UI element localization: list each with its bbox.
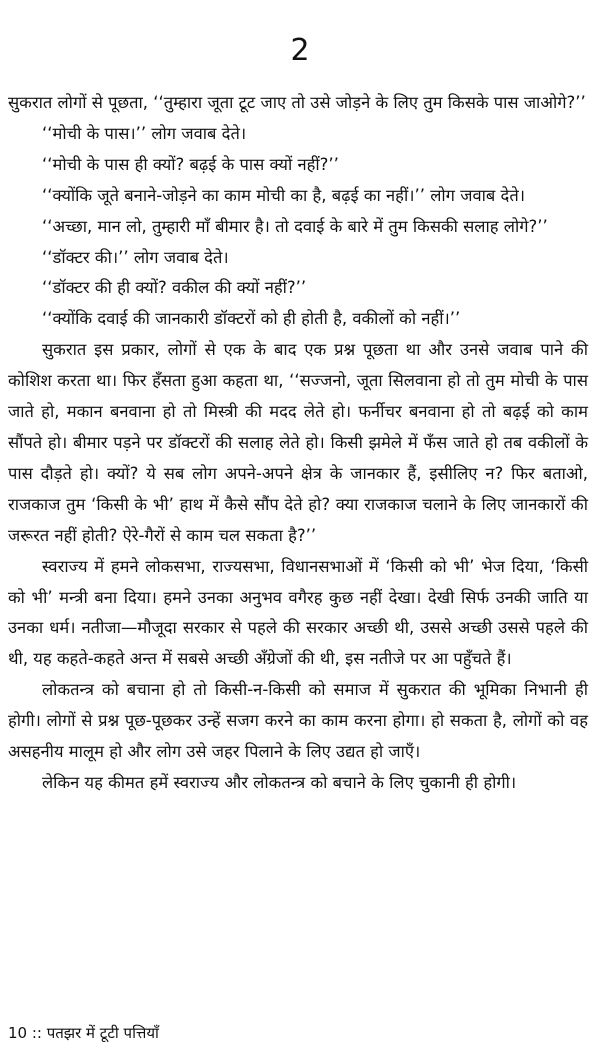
paragraph-11: लोकतन्त्र को बचाना हो तो किसी-न-किसी को समाज में सुकरात की भूमिका निभानी ही होगी। लोगों से प्रश्न पूछ-पूछकर उन्हें सजग करने का काम करना होगा। हो सकता है, लोगों को वह असहनीय मालूम हो और लोग उसे जहर पिलाने के लिए उद्यत हो जाएँ। <box>8 680 588 762</box>
paragraph-6: ‘‘डॉक्टर की।’’ लोग जवाब देते। <box>42 247 229 267</box>
paragraph-10: स्वराज्य में हमने लोकसभा, राज्यसभा, विधानसभाओं में ‘किसी को भी’ भेज दिया, ‘किसी को भी’ मन्त्री बना दिया। हमने उनका अनुभव वगैरह कुछ नहीं देखा। देखी सिर्फ उनकी जाति या उनका धर्म। नतीजा—मौजूदा सरकार से पहले की सरकार अच्छी थी, उससे अच्छी उससे पहले की थी, यह कहते-कहते अन्त में सबसे अच्छी अँग्रेजों की थी, इस नतीजे पर आ पहुँचते हैं। <box>8 556 588 669</box>
paragraph-1: सुकरात लोगों से पूछता, ‘‘तुम्हारा जूता टूट जाए तो उसे जोड़ने के लिए तुम किसके पास जाओगे?’’ <box>8 93 586 112</box>
paragraph-4: ‘‘क्योंकि जूते बनाने-जोड़ने का काम मोची का है, बढ़ई का नहीं।’’ लोग जवाब देते। <box>42 185 525 205</box>
paragraph-2: ‘‘मोची के पास।’’ लोग जवाब देते। <box>42 123 247 143</box>
page-footer: 10 :: पतझर में टूटी पत्तियाँ <box>8 1024 159 1042</box>
body-text <box>8 88 588 799</box>
paragraph-12: लेकिन यह कीमत हमें स्वराज्य और लोकतन्त्र को बचाने के लिए चुकानी ही होगी। <box>42 772 517 792</box>
paragraph-3: ‘‘मोची के पास ही क्यों? बढ़ई के पास क्यों नहीं?’’ <box>42 154 339 174</box>
paragraph-9: सुकरात इस प्रकार, लोगों से एक के बाद एक प्रश्न पूछता था और उनसे जवाब पाने की कोशिश करता था। फिर हँसता हुआ कहता था, ‘‘सज्जनो, जूता सिलवाना हो तो तुम मोची के पास जाते हो, मकान बनवाना हो तो मिस्त्री की मदद लेते हो। फर्नीचर बनवाना हो तो बढ़ई को काम सौंपते हो। बीमार पड़ने पर डॉक्टरों की सलाह लेते हो। किसी झमेले में फँस जाते हो तब वकीलों के पास दौड़ते हो। क्यों? ये सब लोग अपने-अपने क्षेत्र के जानकार हैं, इसीलिए न? फिर बताओ, राजकाज तुम ‘किसी के भी’ हाथ में कैसे सौंप देते हो? क्या राजकाज चलाने के लिए जानकारों की जरूरत नहीं होती? ऐरे-गैरों से काम चल सकता है?’’ <box>8 340 588 545</box>
paragraph-7: ‘‘डॉक्टर की ही क्यों? वकील की क्यों नहीं?’’ <box>42 278 307 298</box>
paragraph-5: ‘‘अच्छा, मान लो, तुम्हारी माँ बीमार है। तो दवाई के बारे में तुम किसकी सलाह लोगे?’’ <box>42 216 548 236</box>
page-number: 2 <box>290 33 310 68</box>
paragraph-8: ‘‘क्योंकि दवाई की जानकारी डॉक्टरों को ही होती है, वकीलों को नहीं।’’ <box>42 309 461 329</box>
